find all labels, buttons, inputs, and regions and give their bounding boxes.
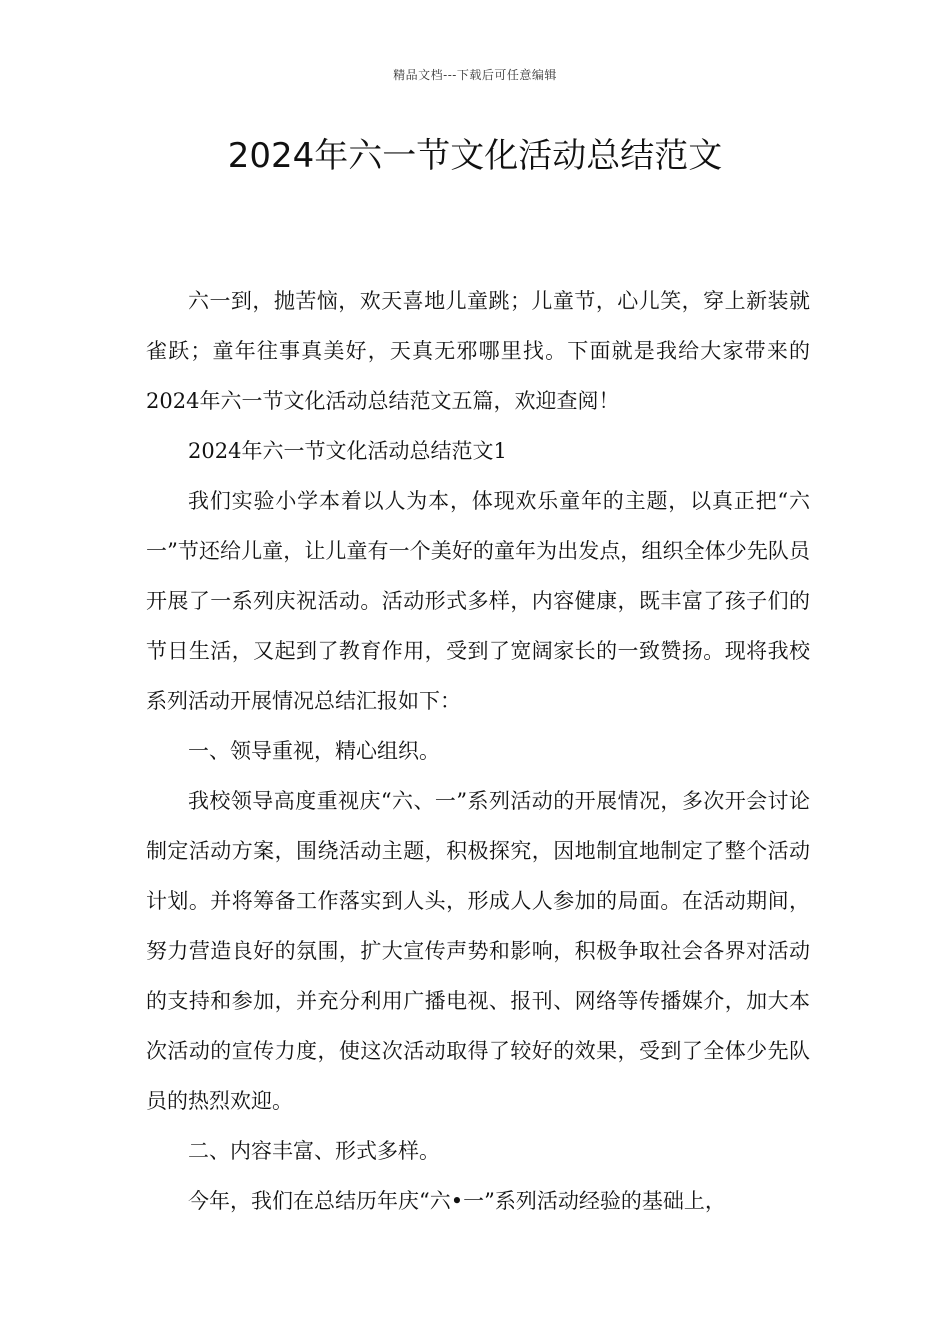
document-body <box>146 276 810 1226</box>
header-note: 精品文档---下载后可任意编辑 <box>393 68 557 82</box>
body-paragraph: 今年，我们在总结历年庆“六•一”系列活动经验的基础上， <box>188 1189 726 1213</box>
section-heading-content: 二、内容丰富、形式多样。 <box>188 1139 440 1163</box>
page-title: 2024年六一节文化活动总结范文 <box>227 136 723 176</box>
body-paragraph: 我校领导高度重视庆“六、一”系列活动的开展情况，多次开会讨论制定活动方案，围绕活动主题，积极探究，因地制宜地制定了整个活动计划。并将筹备工作落实到人头，形成人人参加的局面。在活动期间，努力营造良好的氛围，扩大宣传声势和影响，积极争取社会各界对活动的支持和参加，并充分利用广播电视、报刊、网络等传播媒介，加大本次活动的宣传力度，使这次活动取得了较好的效果，受到了全体少先队员的热烈欢迎。 <box>146 789 810 1113</box>
body-paragraph: 我们实验小学本着以人为本，体现欢乐童年的主题，以真正把“六一”节还给儿童，让儿童有一个美好的童年为出发点，组织全体少先队员开展了一系列庆祝活动。活动形式多样，内容健康，既丰富了孩子们的节日生活，又起到了教育作用，受到了宽阔家长的一致赞扬。现将我校系列活动开展情况总结汇报如下： <box>146 489 810 713</box>
section-heading-article-1: 2024年六一节文化活动总结范文1 <box>188 439 507 463</box>
intro-paragraph: 六一到，抛苦恼，欢天喜地儿童跳；儿童节，心儿笑，穿上新装就雀跃；童年往事真美好，天真无邪哪里找。下面就是我给大家带来的2024年六一节文化活动总结范文五篇，欢迎查阅！ <box>146 289 810 413</box>
section-heading-leadership: 一、领导重视，精心组织。 <box>188 739 440 763</box>
